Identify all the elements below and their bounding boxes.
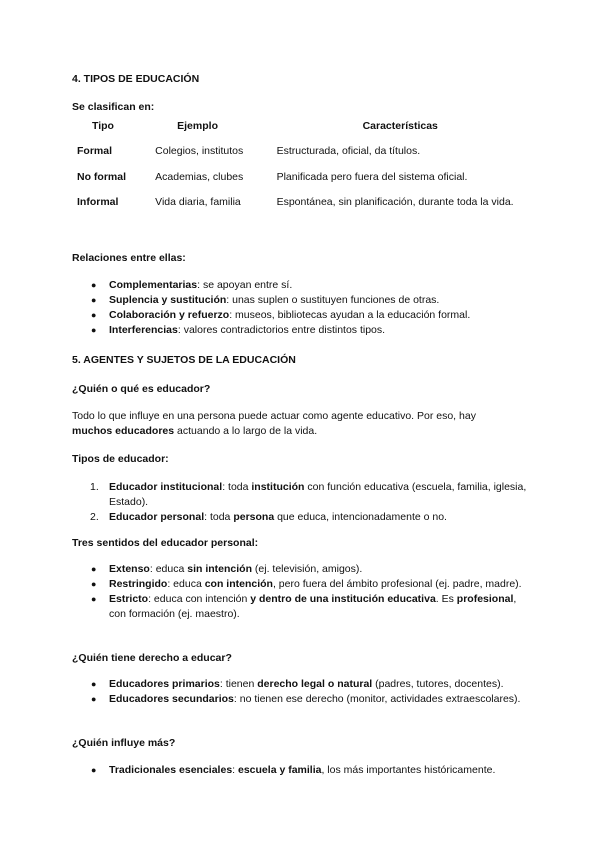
question-right-to-educate: ¿Quién tiene derecho a educar? (72, 652, 232, 664)
list-item: ● Restringido: educa con intención, pero fuera del ámbito profesional (ej. padre, madre). (91, 578, 522, 590)
cell-ejemplo: Vida diaria, familia (155, 196, 241, 208)
section-5-title: 5. AGENTES Y SUJETOS DE LA EDUCACIÓN (72, 354, 296, 366)
list-item: ● Complementarias: se apoyan entre sí. (91, 279, 293, 291)
agent-paragraph: Todo lo que influye en una persona puede actuar como agente educativo. Por eso, hay muchos educadores actuando a lo largo de la vida. (72, 410, 476, 437)
bullet-icon: ● (91, 765, 97, 775)
list-item: ● Estricto: educa con intención y dentro de una institución educativa. Es profesional, con formación (ej. maestro). (91, 593, 517, 620)
bullet-icon: ● (91, 280, 97, 290)
classify-heading: Se clasifican en: (72, 101, 155, 113)
list-item: ● Interferencias: valores contradictorios entre distintos tipos. (91, 324, 386, 336)
table-header-row (72, 120, 600, 144)
list-item: ● Colaboración y refuerzo: museos, bibliotecas ayudan a la educación formal. (91, 309, 471, 321)
bullet-icon: ● (91, 295, 97, 305)
relations-list (72, 278, 529, 338)
list-item: ● Tradicionales esenciales: escuela y familia, los más importantes históricamente. (91, 764, 496, 776)
table-row (72, 195, 600, 210)
table-row (72, 144, 600, 170)
table-row (72, 170, 600, 195)
list-item: ● Educadores secundarios: no tienen ese derecho (monitor, actividades extraescolares). (91, 693, 521, 705)
header-ejemplo: Ejemplo (177, 120, 218, 132)
bullet-icon: ● (91, 694, 97, 704)
cell-caracteristicas: Espontánea, sin planificación, durante toda la vida. (276, 196, 514, 208)
cell-tipo: Formal (77, 145, 113, 157)
types-table (72, 120, 600, 210)
header-caracteristicas: Características (362, 120, 438, 132)
header-tipo: Tipo (92, 120, 114, 132)
list-item: 2. Educador personal: toda persona que educa, intencionadamente o no. (90, 511, 447, 523)
list-item: 1. Educador institucional: toda institución con función educativa (escuela, familia, iglesia, Estado). (90, 481, 527, 508)
senses-heading: Tres sentidos del educador personal: (72, 537, 259, 549)
influence-list (72, 763, 529, 778)
bullet-icon: ● (91, 325, 97, 335)
bullet-icon: ● (91, 579, 97, 589)
cell-tipo: No formal (77, 171, 127, 183)
question-influence: ¿Quién influye más? (72, 737, 176, 749)
cell-ejemplo: Colegios, institutos (155, 145, 244, 157)
question-who-educates: ¿Quién o qué es educador? (72, 383, 211, 395)
section-4-title: 4. TIPOS DE EDUCACIÓN (72, 73, 200, 85)
list-item: ● Educadores primarios: tienen derecho legal o natural (padres, tutores, docentes). (91, 678, 504, 690)
senses-list (72, 562, 529, 622)
educator-types-list (72, 480, 529, 525)
cell-caracteristicas: Planificada pero fuera del sistema oficial. (276, 171, 468, 183)
cell-ejemplo: Academias, clubes (155, 171, 244, 183)
bullet-icon: ● (91, 679, 97, 689)
types-educator-heading: Tipos de educador: (72, 453, 169, 465)
cell-caracteristicas: Estructurada, oficial, da títulos. (276, 145, 421, 157)
list-item: ● Extenso: educa sin intención (ej. televisión, amigos). (91, 563, 363, 575)
rights-list (72, 677, 529, 707)
list-item: ● Suplencia y sustitución: unas suplen o sustituyen funciones de otras. (91, 294, 440, 306)
relations-heading: Relaciones entre ellas: (72, 252, 186, 264)
bullet-icon: ● (91, 594, 97, 604)
bullet-icon: ● (91, 310, 97, 320)
cell-tipo: Informal (77, 196, 119, 208)
bullet-icon: ● (91, 564, 97, 574)
